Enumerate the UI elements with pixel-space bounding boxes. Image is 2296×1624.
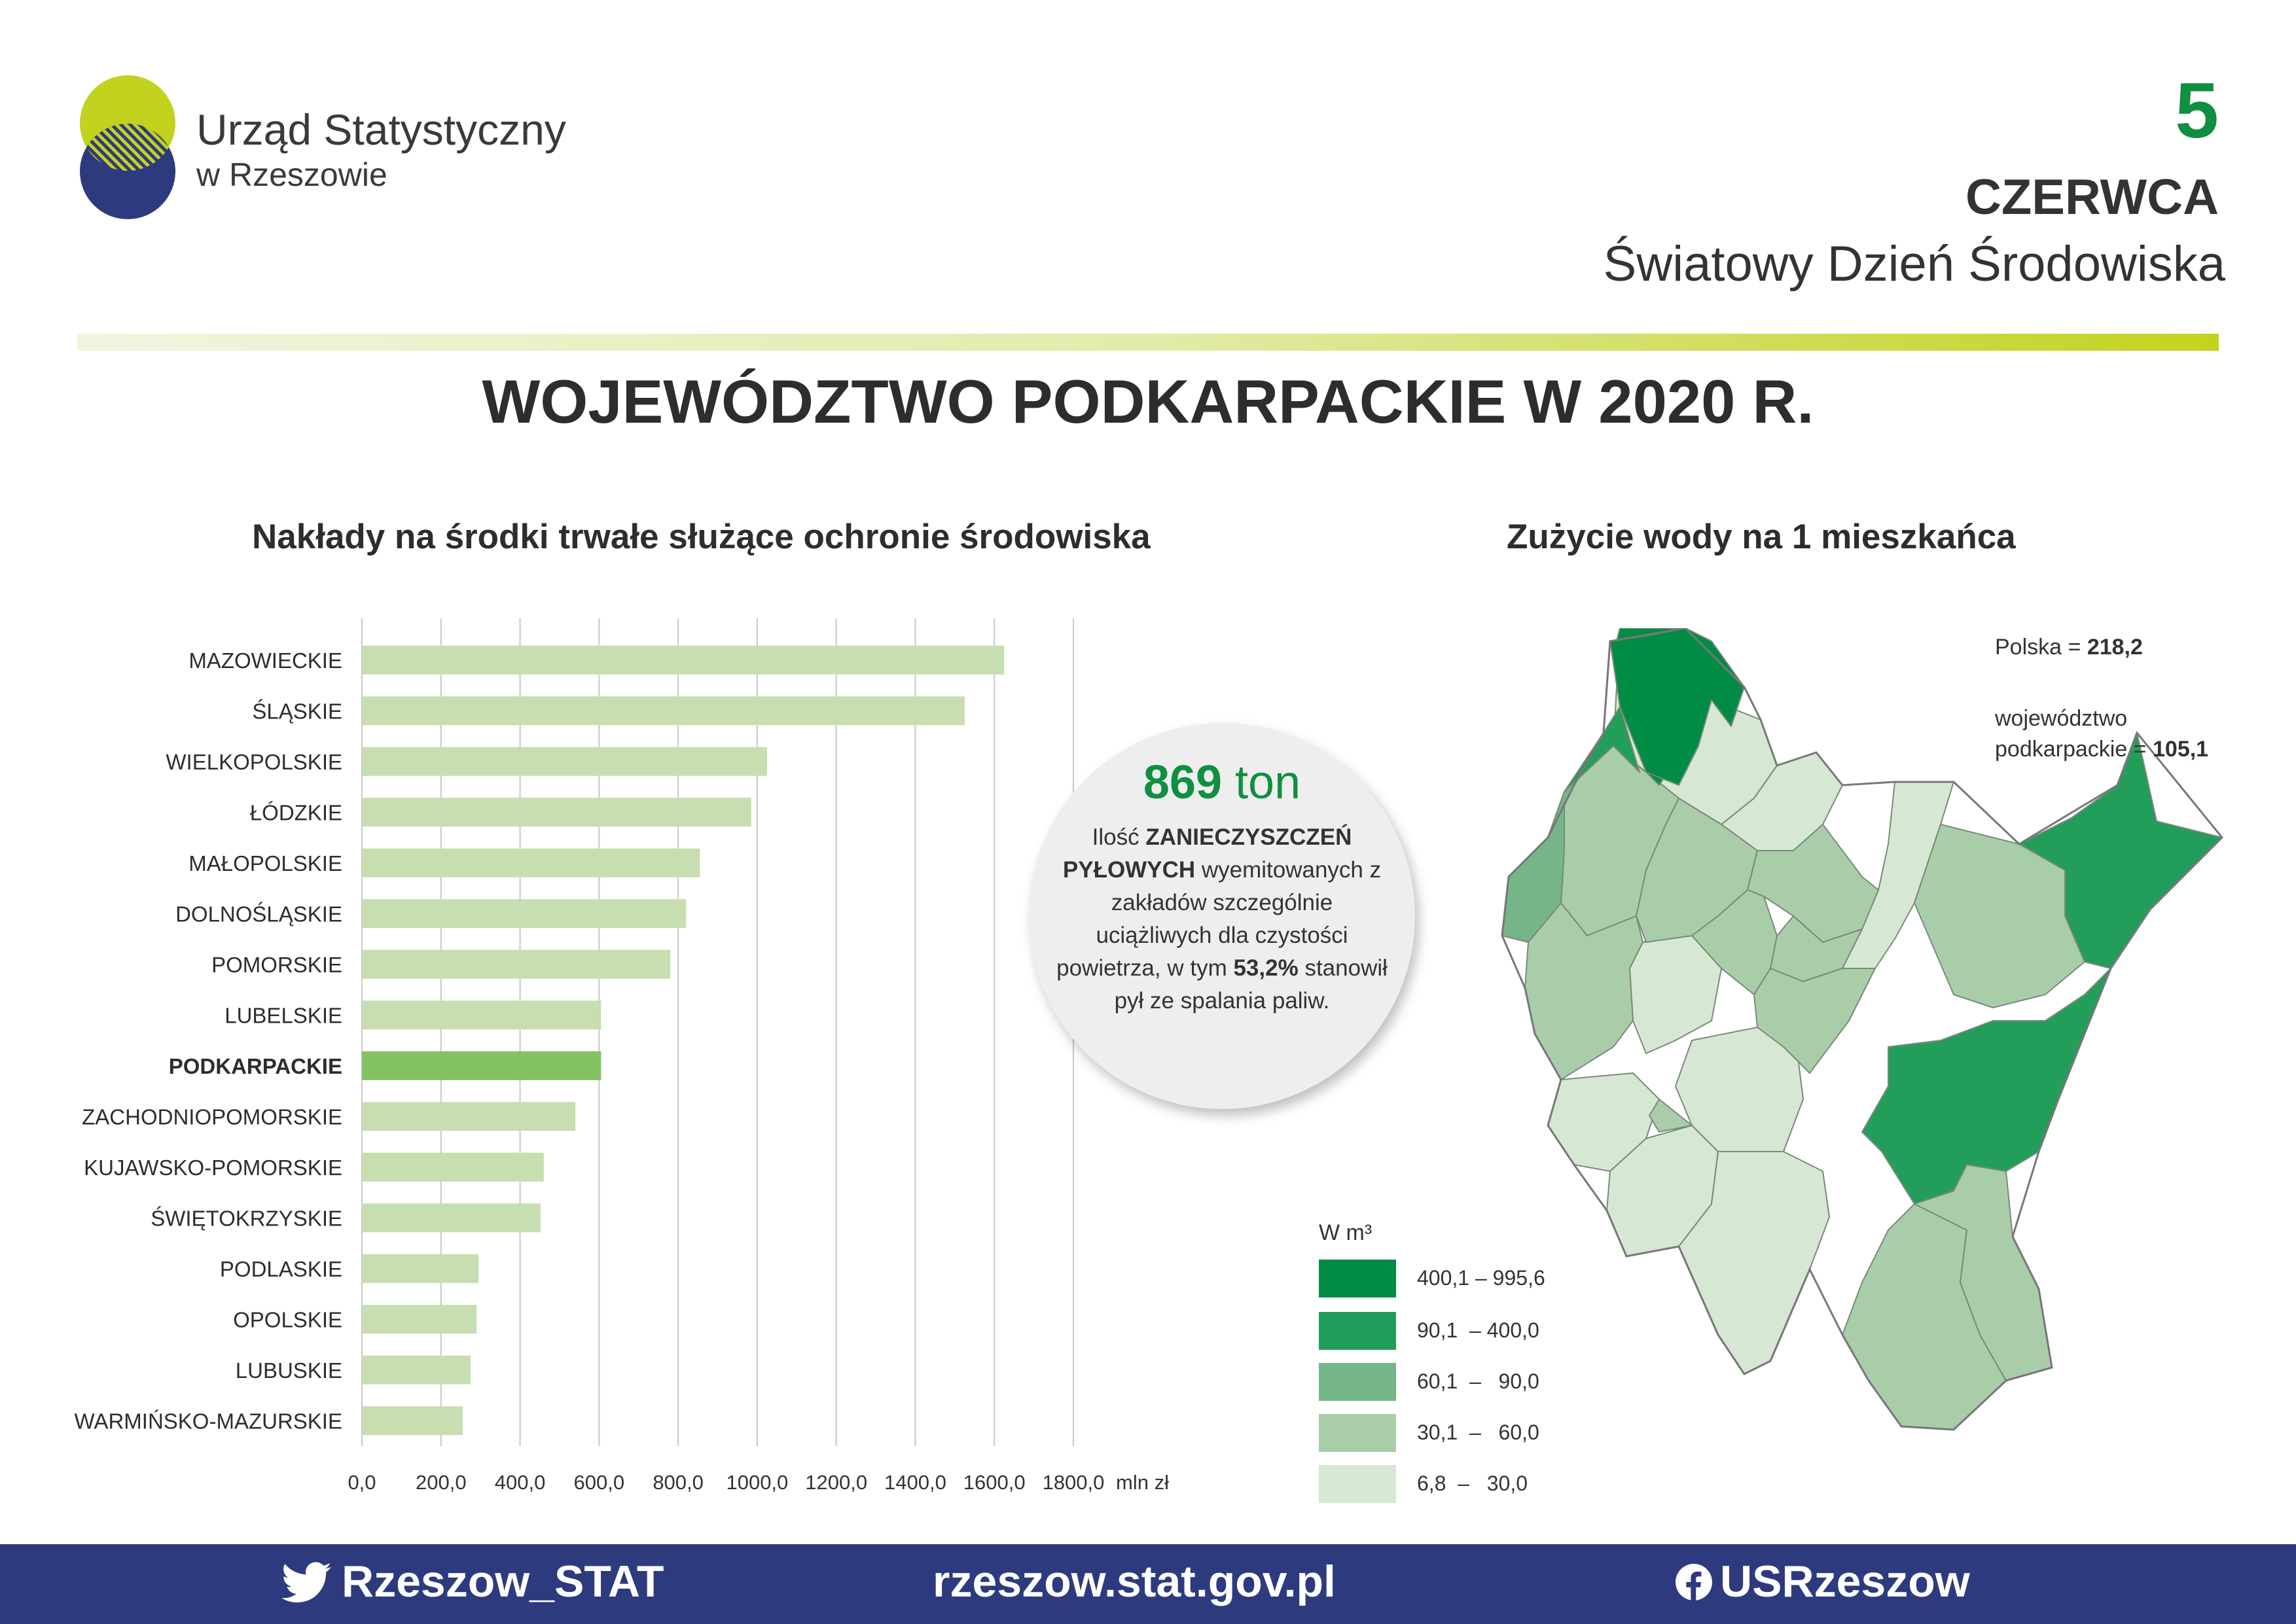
legend-label: 30,1 – 60,0 bbox=[1417, 1421, 1539, 1444]
callout-text-3: stanowił pył ze spalania paliw. bbox=[1114, 955, 1388, 1014]
category-label: OPOLSKIE bbox=[233, 1307, 342, 1332]
voivodeship-average bbox=[1995, 703, 2208, 765]
legend-swatch bbox=[1319, 1363, 1396, 1401]
legend-unit: W m³ bbox=[1319, 1220, 1372, 1245]
voiv-label-2: podkarpackie = bbox=[1995, 737, 2153, 762]
footer-bar bbox=[0, 1544, 2296, 1624]
bar bbox=[362, 1406, 463, 1435]
bar bbox=[362, 747, 767, 776]
legend-item bbox=[1319, 1465, 1581, 1504]
voiv-value: 105,1 bbox=[2153, 737, 2209, 762]
x-tick-label: 1400,0 bbox=[884, 1471, 946, 1494]
bar bbox=[362, 849, 700, 877]
legend-item bbox=[1319, 1414, 1581, 1453]
x-tick-label: 800,0 bbox=[653, 1471, 704, 1494]
bar bbox=[362, 1356, 471, 1385]
voiv-label-1: województwo bbox=[1995, 706, 2128, 731]
legend-swatch bbox=[1319, 1465, 1396, 1503]
category-label: POMORSKIE bbox=[211, 952, 342, 977]
category-label: MAŁOPOLSKIE bbox=[188, 851, 342, 875]
chart-title: Nakłady na środki trwałe służące ochronie środowiska bbox=[252, 518, 1151, 556]
category-label: KUJAWSKO-POMORSKIE bbox=[84, 1155, 342, 1180]
callout-text-1: Ilość bbox=[1092, 824, 1146, 850]
facebook-icon bbox=[1676, 1564, 1712, 1600]
map-title: Zużycie wody na 1 mieszkańca bbox=[1507, 518, 2016, 556]
org-name: Urząd Statystyczny bbox=[196, 105, 566, 154]
bar bbox=[362, 1203, 541, 1232]
callout-number: 869 bbox=[1143, 756, 1223, 809]
legend-item bbox=[1319, 1363, 1581, 1402]
callout-circle bbox=[1029, 723, 1415, 1109]
poland-value: 218,2 bbox=[2087, 635, 2143, 660]
event-name: Światowy Dzień Środowiska bbox=[1603, 236, 2225, 292]
bar-chart bbox=[0, 615, 1211, 1511]
category-label: WARMIŃSKO-MAZURSKIE bbox=[74, 1409, 342, 1434]
callout-text-2: wyemitowanych z zakładów szczególnie uciążliwych dla czystości powietrza, w tym bbox=[1056, 857, 1382, 981]
bar bbox=[362, 1254, 478, 1283]
month: CZERWCA bbox=[1965, 169, 2219, 225]
bar bbox=[362, 1153, 544, 1182]
legend-item bbox=[1319, 1260, 1581, 1299]
category-label: PODKARPACKIE bbox=[168, 1053, 342, 1078]
bar bbox=[362, 1000, 601, 1029]
callout-unit: ton bbox=[1235, 756, 1301, 809]
category-label: DOLNOŚLĄSKIE bbox=[175, 902, 342, 927]
legend-label: 400,1 – 995,6 bbox=[1417, 1266, 1545, 1290]
x-tick-label: 1000,0 bbox=[726, 1471, 789, 1494]
bar-highlight bbox=[362, 1051, 601, 1080]
category-label: MAZOWIECKIE bbox=[188, 648, 342, 673]
map-legend bbox=[1319, 1220, 1581, 1508]
facebook-link[interactable]: USRzeszow bbox=[1720, 1557, 1970, 1606]
twitter-link[interactable]: Rzeszow_STAT bbox=[342, 1557, 664, 1606]
bar bbox=[362, 1305, 476, 1333]
legend-item bbox=[1319, 1312, 1581, 1351]
callout-text-bold: ZANIECZYSZCZEŃ PYŁOWYCH bbox=[1062, 824, 1352, 883]
x-tick-label: 600,0 bbox=[573, 1471, 625, 1494]
bar bbox=[362, 899, 686, 928]
category-label: LUBELSKIE bbox=[224, 1003, 342, 1028]
twitter-icon bbox=[281, 1561, 331, 1604]
callout-text bbox=[1055, 821, 1389, 1017]
legend-label: 60,1 – 90,0 bbox=[1417, 1369, 1539, 1393]
bar bbox=[362, 798, 751, 826]
legend-label: 6,8 – 30,0 bbox=[1417, 1472, 1528, 1495]
legend-label: 90,1 – 400,0 bbox=[1417, 1318, 1539, 1342]
category-label: ŁÓDZKIE bbox=[249, 800, 342, 825]
x-tick-label: 1800,0 bbox=[1042, 1471, 1105, 1494]
bar bbox=[362, 950, 670, 979]
legend-swatch bbox=[1319, 1414, 1396, 1452]
poland-label: Polska = bbox=[1995, 635, 2087, 660]
x-tick-label: 200,0 bbox=[415, 1471, 467, 1494]
x-tick-label: 1200,0 bbox=[805, 1471, 868, 1494]
poland-average bbox=[1995, 635, 2143, 660]
bar bbox=[362, 696, 965, 725]
callout-share: 53,2% bbox=[1233, 955, 1299, 981]
category-label: PODLASKIE bbox=[219, 1256, 342, 1281]
bar bbox=[362, 1102, 575, 1131]
x-tick-label: 0,0 bbox=[348, 1471, 376, 1494]
org-subtitle: w Rzeszowie bbox=[196, 156, 387, 193]
category-label: ZACHODNIOPOMORSKIE bbox=[82, 1104, 342, 1129]
x-tick-label: 1600,0 bbox=[963, 1471, 1026, 1494]
header-divider bbox=[77, 334, 2219, 351]
legend-swatch bbox=[1319, 1312, 1396, 1350]
category-label: WIELKOPOLSKIE bbox=[166, 749, 342, 774]
category-label: ŚWIĘTOKRZYSKIE bbox=[151, 1206, 342, 1231]
x-axis-unit: mln zł bbox=[1116, 1471, 1169, 1494]
day-number: 5 bbox=[2175, 67, 2219, 154]
x-tick-label: 400,0 bbox=[494, 1471, 546, 1494]
callout-value bbox=[1029, 756, 1415, 809]
legend-swatch bbox=[1319, 1260, 1396, 1297]
website-link[interactable]: rzeszow.stat.gov.pl bbox=[933, 1557, 1336, 1606]
category-label: LUBUSKIE bbox=[235, 1358, 342, 1383]
category-label: ŚLĄSKIE bbox=[252, 699, 342, 724]
bar bbox=[362, 646, 1004, 675]
page-title: WOJEWÓDZTWO PODKARPACKIE W 2020 R. bbox=[482, 367, 1814, 436]
